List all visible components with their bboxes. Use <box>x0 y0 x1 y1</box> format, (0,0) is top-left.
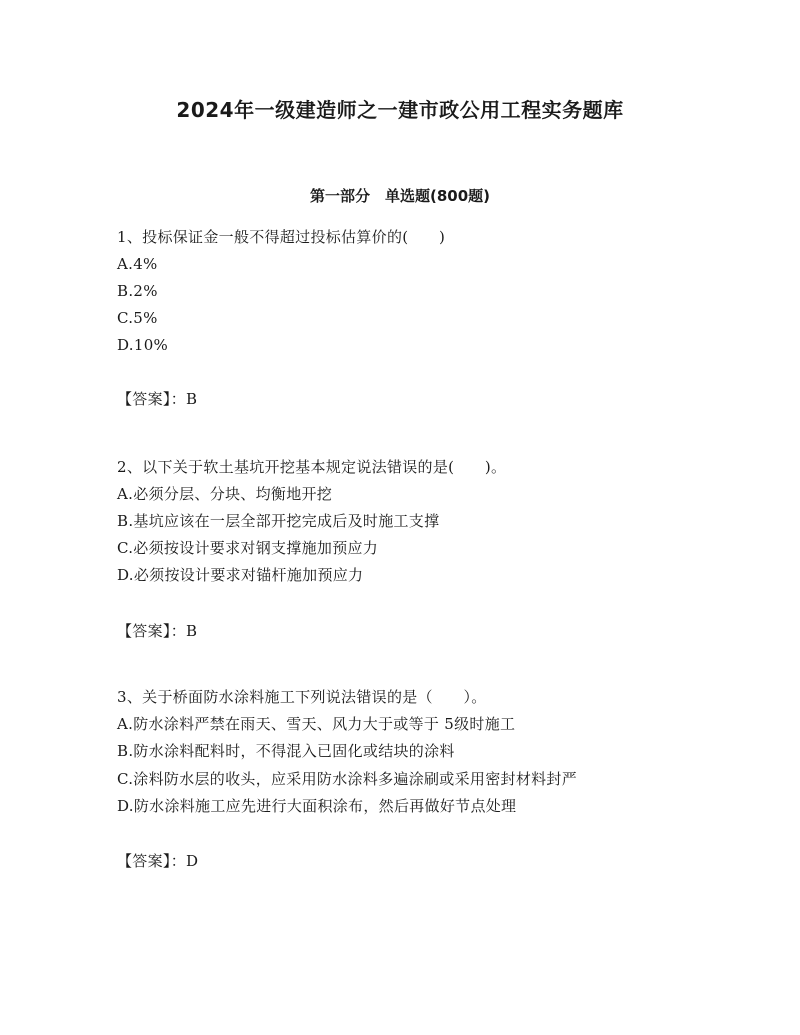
question-2-option-a: A.必须分层、分块、均衡地开挖 <box>117 485 333 503</box>
question-1-option-c: C.5% <box>117 309 158 327</box>
question-2-option-b: B.基坑应该在一层全部开挖完成后及时施工支撑 <box>117 512 440 530</box>
question-2-option-c: C.必须按设计要求对钢支撑施加预应力 <box>117 539 379 557</box>
question-3-option-a: A.防水涂料严禁在雨天、雪天、风力大于或等于 5级时施工 <box>117 715 516 733</box>
question-2-answer: 【答案】：B <box>117 622 198 640</box>
question-2-option-d: D.必须按设计要求对锚杆施加预应力 <box>117 566 364 584</box>
question-1-option-b: B.2% <box>117 282 158 300</box>
question-1-answer: 【答案】：B <box>117 390 198 408</box>
section-title: 第一部分 单选题(800题) <box>309 187 491 205</box>
question-3-option-b: B.防水涂料配料时，不得混入已固化或结块的涂料 <box>117 742 455 760</box>
question-3-option-c: C.涂料防水层的收头，应采用防水涂料多遍涂刷或采用密封材料封严 <box>117 770 578 788</box>
document-title: 2024年一级建造师之一建市政公用工程实务题库 <box>176 98 624 122</box>
question-3-stem: 3、关于桥面防水涂料施工下列说法错误的是（ ）。 <box>117 688 487 706</box>
question-1-option-a: A.4% <box>117 255 158 273</box>
question-2-stem: 2、以下关于软土基坑开挖基本规定说法错误的是( )。 <box>117 458 507 476</box>
question-1-stem: 1、投标保证金一般不得超过投标估算价的( ) <box>117 228 446 246</box>
question-3-answer: 【答案】：D <box>117 852 199 870</box>
question-3-option-d: D.防水涂料施工应先进行大面积涂布，然后再做好节点处理 <box>117 797 517 815</box>
question-1-option-d: D.10% <box>117 336 169 354</box>
